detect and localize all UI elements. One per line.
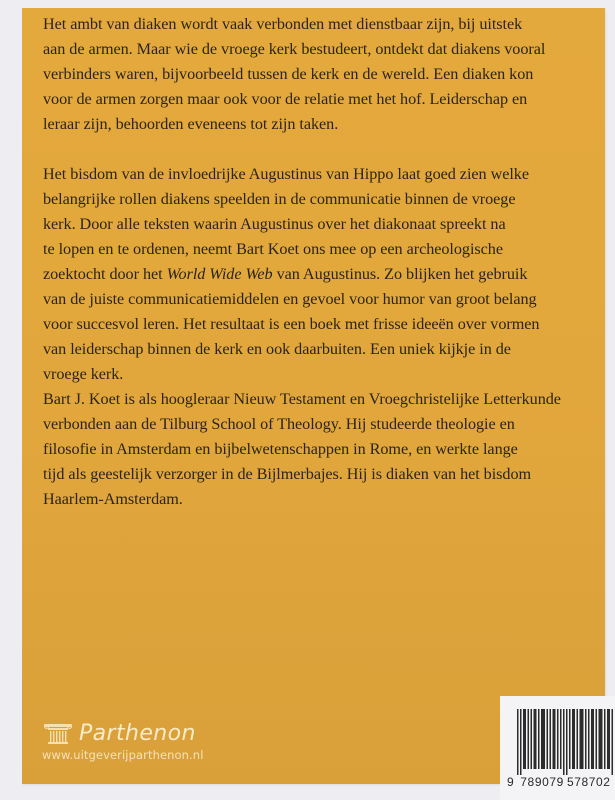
publisher-logo	[42, 721, 203, 762]
blurb-paragraph-1	[43, 12, 603, 137]
text-line: van leiderschap binnen de kerk en ook daarbuiten. Een uniek kijkje in de	[43, 340, 511, 358]
text-line: Het ambt van diaken wordt vaak verbonden met dienstbaar zijn, bij uitstek	[43, 15, 523, 33]
text-line-with-italic	[43, 262, 603, 287]
book-back-cover	[22, 8, 605, 784]
text-line: tijd als geestelijk verzorger in de Bijlmerbajes. Hij is diaken van het bisdom	[43, 465, 532, 483]
text-line: voor de armen zorgen maar ook voor de relatie met het hof. Leiderschap en	[43, 90, 528, 108]
text-line: aan de armen. Maar wie de vroege kerk bestudeert, ontdekt dat diakens vooral	[43, 40, 546, 58]
text-line: belangrijke rollen diakens speelden in de communicatie binnen de vroege	[43, 190, 516, 208]
text-line: verbinders waren, bijvoorbeeld tussen de kerk en de wereld. Een diaken kon	[43, 65, 534, 83]
text-line: van de juiste communicatiemiddelen en gevoel voor humor van groot belang	[43, 290, 537, 308]
isbn-group-2: 578702	[566, 775, 611, 789]
isbn-group-1: 789079	[520, 775, 564, 789]
text-fragment: van Augustinus. Zo blijken het gebruik	[272, 265, 528, 283]
italic-title: World Wide Web	[166, 265, 273, 283]
barcode-icon	[517, 709, 615, 775]
author-bio	[43, 387, 603, 512]
text-line: te lopen en te ordenen, neemt Bart Koet ons mee op een archeologische	[43, 240, 503, 258]
isbn-digits	[507, 775, 611, 789]
text-line: Het bisdom van de invloedrijke Augustinus van Hippo laat goed zien welke	[43, 165, 529, 183]
blurb-paragraph-2	[43, 162, 603, 387]
text-line: vroege kerk.	[43, 365, 124, 383]
text-line: Haarlem-Amsterdam.	[43, 490, 183, 508]
isbn-lead-digit: 9	[507, 775, 515, 789]
text-line: leraar zijn, behoorden eveneens tot zijn taken.	[43, 115, 339, 133]
text-line: voor succesvol leren. Het resultaat is een boek met frisse ideeën over vormen	[43, 315, 540, 333]
text-fragment: zoektocht door het	[43, 265, 167, 283]
isbn-barcode	[500, 696, 615, 800]
text-line: Bart J. Koet is als hoogleraar Nieuw Testament en Vroegchristelijke Letterkunde	[43, 390, 561, 408]
text-line: filosofie in Amsterdam en bijbelwetenschappen in Rome, en werkte lange	[43, 440, 518, 458]
text-line: kerk. Door alle teksten waarin Augustinus over het diakonaat spreekt na	[43, 215, 506, 233]
column-icon	[42, 723, 74, 745]
text-line: verbonden aan de Tilburg School of Theology. Hij studeerde theologie en	[43, 415, 515, 433]
publisher-url: www.uitgeverijparthenon.nl	[42, 748, 204, 762]
publisher-name: Parthenon	[79, 721, 196, 746]
